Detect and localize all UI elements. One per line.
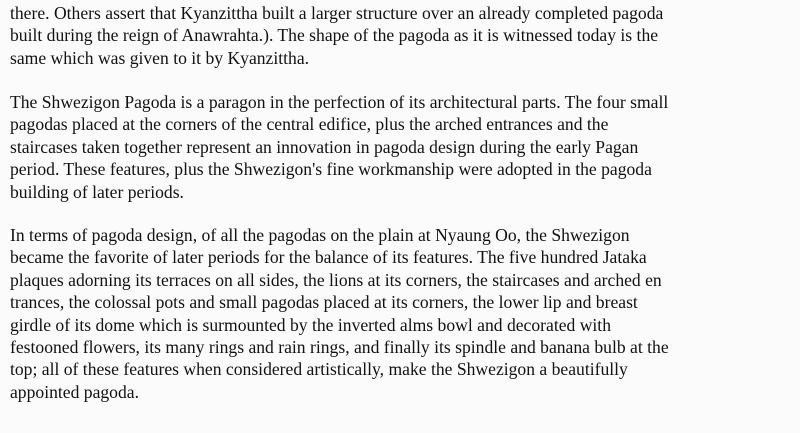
text-line: top; all of these features when considered artistically, make the Shwezigon a beautifully [10,359,628,380]
text-line: pagodas placed at the corners of the central edifice, plus the arched entrances and the [10,114,609,135]
text-line: period. These features, plus the Shwezigon's fine workmanship were adopted in the pagoda [10,159,652,180]
text-line: The Shwezigon Pagoda is a paragon in the perfection of its architectural parts. The four small [10,92,669,112]
paragraph-1 [10,2,800,69]
text-line: same which was given to it by Kyanzittha. [10,47,310,68]
text-line: trances, the colossal pots and small pagodas placed at its corners, the lower lip and breast [10,292,638,313]
text-line: festooned flowers, its many rings and rain rings, and finally its spindle and banana bulb at the [10,337,669,358]
paragraph-2 [10,91,800,203]
text-line: plaques adorning its terraces on all sides, the lions at its corners, the staircases and arched en [10,269,662,290]
paragraph-3 [10,224,800,403]
text-line: girdle of its dome which is surmounted by the inverted alms bowl and decorated with [10,314,611,335]
text-line: became the favorite of later periods for the balance of its features. The five hundred Jataka [10,247,647,268]
text-line: built during the reign of Anawrahta.). The shape of the pagoda as it is witnessed today is the [10,25,659,46]
text-line: staircases taken together represent an innovation in pagoda design during the early Pagan [10,136,639,157]
text-line: appointed pagoda. [10,381,139,402]
text-line: building of later periods. [10,181,184,202]
text-line: In terms of pagoda design, of all the pagodas on the plain at Nyaung Oo, the Shwezigon [10,225,630,245]
text-line: there. Others assert that Kyanzittha built a larger structure over an already completed pagoda [10,3,664,23]
